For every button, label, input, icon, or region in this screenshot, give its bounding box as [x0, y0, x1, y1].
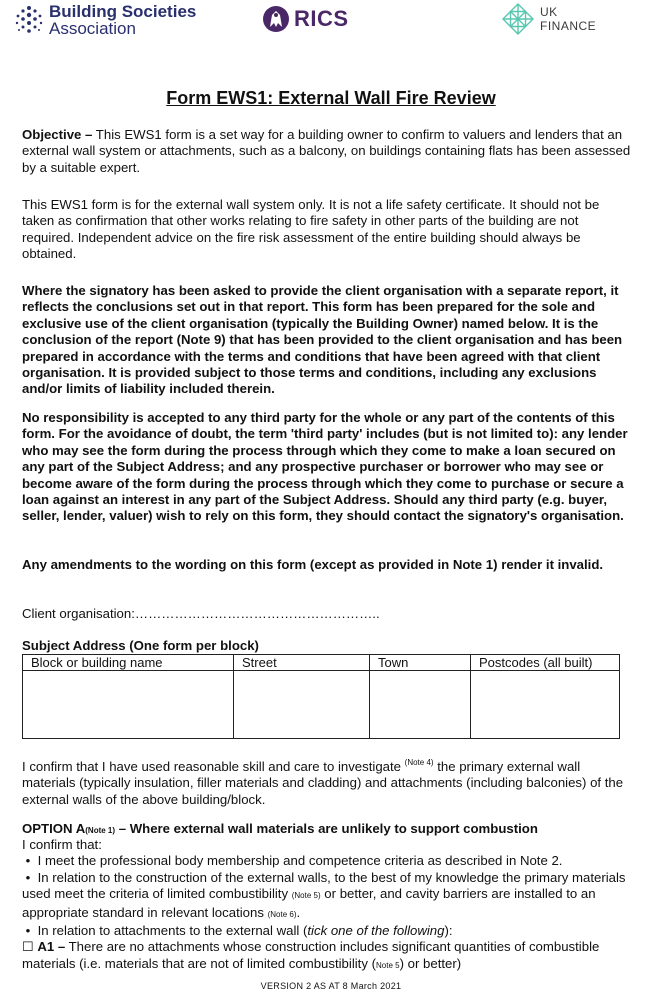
bullet-2-text-b: or better, and cavity barriers are installed to an appropriate standard in relevant locations [22, 886, 596, 920]
option-a-heading-text: – Where external wall materials are unlikely to support combustion [115, 821, 538, 836]
objective-label: Objective – [22, 127, 93, 142]
bsa-dots-icon [14, 5, 44, 35]
column-street: Street [234, 655, 370, 671]
bullet-2-text-c: . [296, 904, 301, 920]
rics-logo [262, 3, 349, 35]
rics-logo-text: RICS [294, 6, 349, 31]
confirm-text-1: I confirm that I have used reasonable skill and care to investigate [22, 759, 405, 774]
a1-checkbox-icon[interactable]: ☐ [22, 939, 34, 955]
address-entry-row [23, 671, 620, 739]
option-a1-row [22, 939, 634, 974]
town-cell[interactable] [370, 671, 471, 739]
postcodes-cell[interactable] [471, 671, 620, 739]
confirm-paragraph [22, 755, 634, 808]
confirm-note: (Note 4) [404, 758, 434, 767]
option-a-bullet-3 [22, 923, 634, 939]
a1-text-a: There are no attachments whose construction includes significant quantities of combustible materials (i.e. materials that are not of limited combustibility ( [22, 939, 600, 971]
bullet-2-text-a: In relation to the construction of the external walls, to the best of my knowledge the primary materials used meet the criteria of limited combustibility [22, 869, 626, 902]
bsa-logo-line1: Building Societies [49, 2, 197, 21]
column-block-name: Block or building name [23, 655, 234, 671]
objective-paragraph [22, 127, 634, 176]
uk-finance-line1: UK [540, 5, 558, 19]
address-header-row [23, 655, 620, 671]
bsa-logo [14, 3, 196, 37]
rics-emblem-icon [262, 3, 290, 35]
scope-paragraph: This EWS1 form is for the external wall system only. It is not a life safety certificate. It should not be taken as confirmation that other works relating to fire safety in other parts of the building are not required. Independent advice on the fire risk assessment of the entire building should always be obtained. [22, 197, 600, 262]
option-a-note: (Note 1) [85, 826, 116, 835]
bsa-logo-line2: Association [49, 19, 136, 38]
bullet-2-note-2: (Note 6) [267, 909, 297, 919]
bullet-icon: • [25, 923, 31, 939]
bullet-3-text-b: ): [444, 923, 453, 939]
option-a-heading [22, 821, 538, 836]
objective-text: This EWS1 form is a set way for a building owner to confirm to valuers and lenders that an external wall system or attachments, such as a balcony, on buildings containing flats has been assessed by a suitable expert. [22, 127, 631, 175]
logo-bar [0, 0, 662, 44]
option-a-intro: I confirm that: [22, 837, 102, 852]
subject-address-table [22, 654, 620, 739]
subject-address-heading: Subject Address (One form per block) [22, 638, 259, 653]
bullet-3-text-a: In relation to attachments to the external wall ( [37, 923, 308, 939]
responsibility-paragraph: No responsibility is accepted to any third party for the whole or any part of the contents of this form. For the avoidance of doubt, the term 'third party' includes (but is not limited to): any lender who may see the form during the process through which they come to make a loan secured on any part of the Subject Address; and any prospective purchaser or borrower who may see or become aware of the form during the process through which they come to purchase or secure a loan against an interest in any part of the Subject Address. Should any third party (e.g. buyer, seller, lender, valuer) wish to rely on this form, they should contact the signatory's organisation. [22, 410, 628, 524]
bullet-1-text: I meet the professional body membership and competence criteria as described in Note 2. [37, 853, 563, 869]
option-a-body [22, 837, 634, 974]
option-a-bullet-2 [22, 870, 634, 923]
client-organisation-label: Client organisation: [22, 606, 135, 621]
a1-note: Note 5 [376, 960, 400, 970]
confirm-text-2: the primary external wall materials (typically insulation, filler materials and cladding) and attachments (including balconies) of the external walls of the above building/block. [22, 759, 624, 807]
bullet-icon: • [25, 869, 31, 885]
signatory-paragraph: Where the signatory has been asked to provide the client organisation with a separate report, it reflects the conclusions set out in that report. This form has been prepared for the sole and exclusive use of the client organisation (typically the Building Owner) named below. It is the conclusion of the report (Note 9) that has been provided to the client organisation and has been prepared in accordance with the terms and conditions that have been agreed with that client organisation. It is provided subject to those terms and conditions, including any exclusions and/or limits of liability included therein. [22, 283, 623, 397]
column-postcodes: Postcodes (all built) [471, 655, 620, 671]
bullet-icon: • [25, 853, 31, 869]
option-a-label: OPTION A [22, 821, 86, 836]
version-footer: VERSION 2 AS AT 8 March 2021 [260, 981, 402, 991]
amendments-paragraph: Any amendments to the wording on this form (except as provided in Note 1) render it invalid. [22, 557, 604, 572]
form-title: Form EWS1: External Wall Fire Review [166, 88, 496, 108]
uk-finance-lattice-icon [502, 3, 534, 35]
street-cell[interactable] [234, 671, 370, 739]
option-a-bullet-1 [22, 853, 634, 869]
client-organisation-row [22, 606, 634, 622]
bullet-3-italic: tick one of the following [307, 923, 445, 939]
uk-finance-line2: FINANCE [540, 19, 597, 33]
uk-finance-logo [502, 3, 596, 35]
client-organisation-field[interactable]: ……………………………………………….. [134, 606, 380, 621]
a1-text-b: ) or better) [399, 955, 462, 971]
a1-label: A1 – [37, 939, 66, 955]
column-town: Town [370, 655, 471, 671]
bullet-2-note-1: (Note 5) [291, 891, 321, 901]
block-name-cell[interactable] [23, 671, 234, 739]
